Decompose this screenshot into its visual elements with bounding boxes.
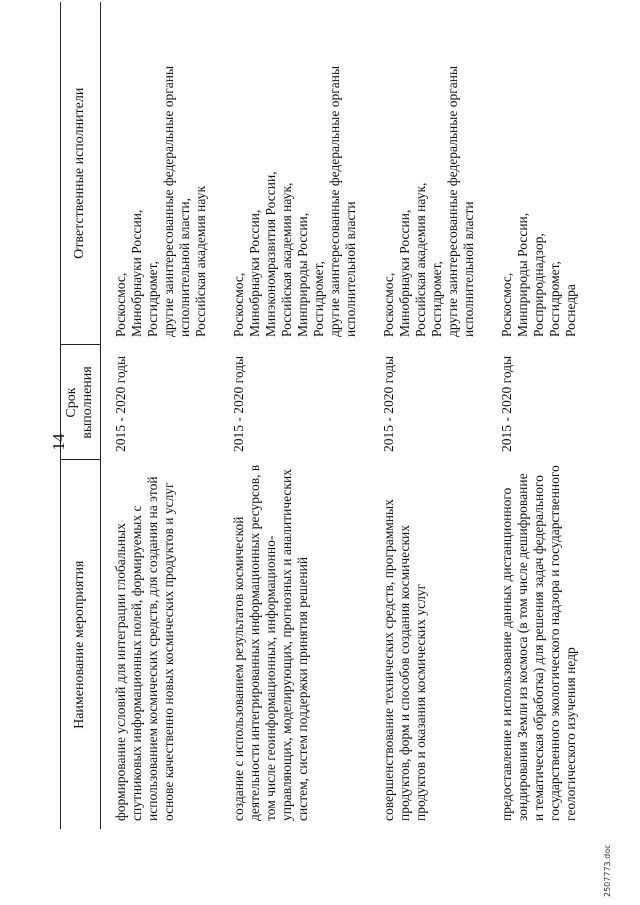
measure-name: предоставление и использование данных дистанционного зондирования Земли из космоса (в том числе дешифрование и тематическая обработка) для решения задач федерального государственного экологического надзора и государственного геологического изучения недр [499, 465, 578, 821]
executor: Роснедра [563, 284, 578, 337]
header-executors: Ответственные исполнители [61, 2, 101, 345]
executor: Российская академия наук [193, 185, 208, 337]
executor: Роскосмос, [499, 272, 514, 337]
executor: Российская академия наук, [413, 182, 428, 337]
header-name: Наименование мероприятия [61, 460, 101, 829]
table-row [499, 2, 601, 829]
measure-executors [231, 2, 381, 345]
measure-executors [381, 2, 499, 345]
executor: Росгидромет, [311, 261, 326, 337]
measure-term: 2015 - 2020 годы [499, 355, 514, 452]
executor: Минобрнауки России, [129, 209, 144, 337]
executor: Росприроднадзор, [531, 233, 546, 337]
measure-term: 2015 - 2020 годы [113, 355, 128, 452]
table-row [101, 2, 232, 829]
executor: Роскосмос, [231, 272, 246, 337]
executor: Росгидромет, [547, 261, 562, 337]
executor: другие заинтересованные федеральные органы исполнительной власти [445, 65, 476, 337]
executor: Минприроды России, [515, 212, 530, 337]
measure-name: совершенствование технических средств, программных продуктов, форм и способов создания космических продуктов и оказания космических услуг [381, 499, 428, 821]
executor: Минобрнауки России, [247, 209, 262, 337]
measure-executors [499, 2, 601, 345]
table-row [231, 2, 381, 829]
executor: Роскосмос, [381, 272, 396, 337]
measure-executors [101, 2, 232, 345]
measure-name: формирование условий для интеграции глобальных спутниковых информационных полей, формируемых с использованием космических средств, для создания на этой основе качественно новых космических продуктов и услуг [113, 476, 176, 821]
page-number: 14 [49, 433, 68, 451]
executor: другие заинтересованные федеральные органы исполнительной власти [327, 65, 358, 337]
executor: Минприроды России, [295, 212, 310, 337]
document-reference: 2507773.doc [603, 844, 612, 897]
measure-name: создание с использованием результатов космической деятельности интегрированных информационных ресурсов, в том числе геоинформационных, информационно-управляющих, моделирующих, прогнозных и аналитических систем, систем поддержки принятия решений [231, 464, 310, 821]
measure-term: 2015 - 2020 годы [231, 355, 246, 452]
executor: Минэкономразвития России, [263, 171, 278, 337]
table-header-row [61, 2, 101, 829]
measures-table [60, 2, 601, 829]
executor: Минобрнауки России, [397, 209, 412, 337]
executor: другие заинтересованные федеральные органы исполнительной власти, [161, 65, 192, 337]
executor: Росгидромет, [429, 261, 444, 337]
table-row [381, 2, 499, 829]
executor: Российская академия наук, [279, 182, 294, 337]
header-term: Срок выполнения [61, 345, 101, 460]
measure-term: 2015 - 2020 годы [381, 355, 396, 452]
executor: Роскосмос, [113, 272, 128, 337]
executor: Росгидромет, [145, 261, 160, 337]
